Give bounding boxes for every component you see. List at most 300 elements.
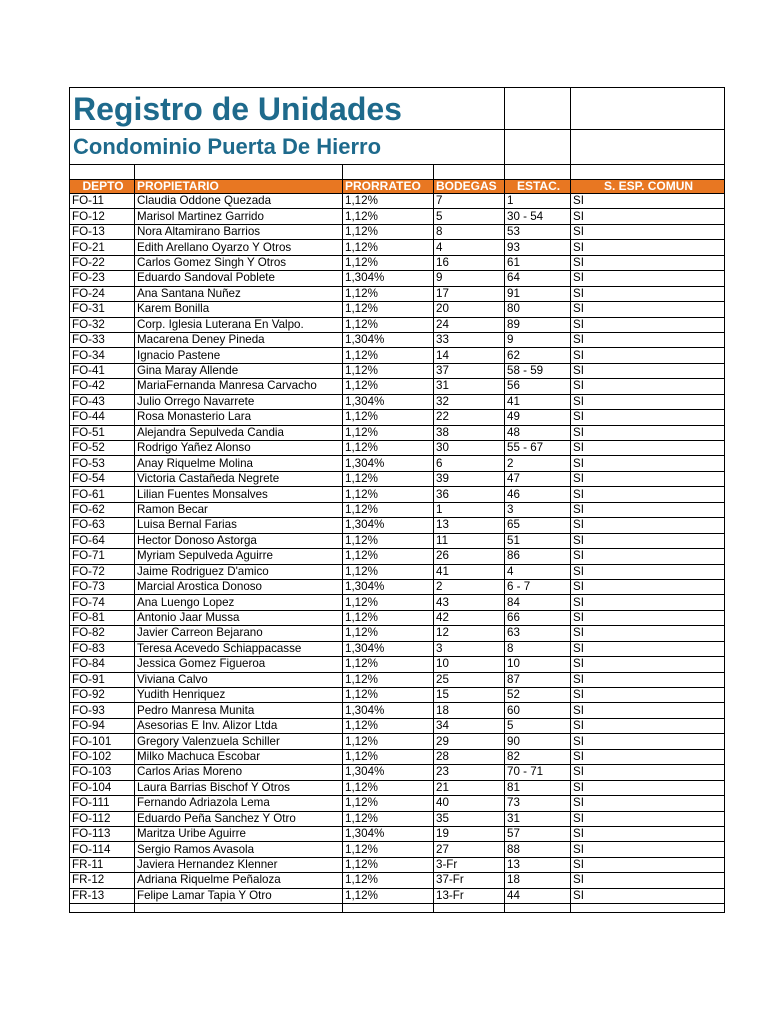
propietario-cell[interactable]: Nora Altamirano Barrios [135, 224, 343, 239]
s-esp-comun-cell[interactable]: SI [571, 441, 725, 456]
estac-cell[interactable]: 1 [505, 194, 571, 209]
estac-cell[interactable]: 6 - 7 [505, 579, 571, 594]
empty-cell[interactable] [70, 904, 135, 913]
s-esp-comun-cell[interactable]: SI [571, 641, 725, 656]
estac-cell[interactable]: 51 [505, 533, 571, 548]
propietario-cell[interactable]: Alejandra Sepulveda Candia [135, 425, 343, 440]
depto-cell[interactable]: FO-101 [70, 734, 135, 749]
depto-cell[interactable]: FO-114 [70, 842, 135, 857]
bodegas-cell[interactable]: 42 [434, 610, 505, 625]
empty-cell[interactable] [571, 165, 725, 180]
propietario-cell[interactable]: Viviana Calvo [135, 672, 343, 687]
prorrateo-cell[interactable]: 1,304% [343, 394, 434, 409]
prorrateo-cell[interactable]: 1,12% [343, 811, 434, 826]
propietario-cell[interactable]: Carlos Arias Moreno [135, 765, 343, 780]
prorrateo-cell[interactable]: 1,12% [343, 471, 434, 486]
propietario-cell[interactable]: Antonio Jaar Mussa [135, 610, 343, 625]
prorrateo-cell[interactable]: 1,12% [343, 533, 434, 548]
prorrateo-cell[interactable]: 1,12% [343, 780, 434, 795]
estac-cell[interactable]: 64 [505, 271, 571, 286]
s-esp-comun-cell[interactable]: SI [571, 749, 725, 764]
propietario-cell[interactable]: Teresa Acevedo Schiappacasse [135, 641, 343, 656]
depto-cell[interactable]: FO-82 [70, 626, 135, 641]
empty-cell[interactable] [571, 88, 725, 130]
depto-cell[interactable]: FO-51 [70, 425, 135, 440]
prorrateo-cell[interactable]: 1,12% [343, 317, 434, 332]
empty-cell[interactable] [505, 130, 571, 165]
bodegas-cell[interactable]: 19 [434, 826, 505, 841]
empty-cell[interactable] [505, 165, 571, 180]
estac-cell[interactable]: 89 [505, 317, 571, 332]
propietario-cell[interactable]: Javiera Hernandez Klenner [135, 857, 343, 872]
depto-cell[interactable]: FO-52 [70, 441, 135, 456]
bodegas-cell[interactable]: 15 [434, 688, 505, 703]
estac-cell[interactable]: 61 [505, 255, 571, 270]
propietario-cell[interactable]: Yudith Henriquez [135, 688, 343, 703]
depto-cell[interactable]: FO-94 [70, 718, 135, 733]
depto-cell[interactable]: FO-33 [70, 332, 135, 347]
s-esp-comun-cell[interactable]: SI [571, 240, 725, 255]
bodegas-cell[interactable]: 17 [434, 286, 505, 301]
depto-cell[interactable]: FO-23 [70, 271, 135, 286]
s-esp-comun-cell[interactable]: SI [571, 317, 725, 332]
estac-cell[interactable]: 3 [505, 502, 571, 517]
bodegas-cell[interactable]: 20 [434, 302, 505, 317]
s-esp-comun-cell[interactable]: SI [571, 626, 725, 641]
estac-cell[interactable]: 81 [505, 780, 571, 795]
prorrateo-cell[interactable]: 1,12% [343, 610, 434, 625]
propietario-cell[interactable]: Luisa Bernal Farias [135, 518, 343, 533]
header-propietario[interactable]: PROPIETARIO [135, 180, 343, 194]
s-esp-comun-cell[interactable]: SI [571, 332, 725, 347]
header-estac[interactable]: ESTAC. [505, 180, 571, 194]
prorrateo-cell[interactable]: 1,12% [343, 255, 434, 270]
header-s-esp-comun[interactable]: S. ESP. COMUN [571, 180, 725, 194]
s-esp-comun-cell[interactable]: SI [571, 672, 725, 687]
propietario-cell[interactable]: Macarena Deney Pineda [135, 332, 343, 347]
propietario-cell[interactable]: MariaFernanda Manresa Carvacho [135, 379, 343, 394]
estac-cell[interactable]: 86 [505, 549, 571, 564]
header-prorrateo[interactable]: PRORRATEO [343, 180, 434, 194]
s-esp-comun-cell[interactable]: SI [571, 194, 725, 209]
bodegas-cell[interactable]: 13 [434, 518, 505, 533]
s-esp-comun-cell[interactable]: SI [571, 425, 725, 440]
prorrateo-cell[interactable]: 1,12% [343, 564, 434, 579]
depto-cell[interactable]: FO-83 [70, 641, 135, 656]
depto-cell[interactable]: FO-41 [70, 363, 135, 378]
depto-cell[interactable]: FO-43 [70, 394, 135, 409]
propietario-cell[interactable]: Pedro Manresa Munita [135, 703, 343, 718]
bodegas-cell[interactable]: 8 [434, 224, 505, 239]
bodegas-cell[interactable]: 1 [434, 502, 505, 517]
bodegas-cell[interactable]: 23 [434, 765, 505, 780]
prorrateo-cell[interactable]: 1,12% [343, 549, 434, 564]
header-bodegas[interactable]: BODEGAS [434, 180, 505, 194]
bodegas-cell[interactable]: 41 [434, 564, 505, 579]
prorrateo-cell[interactable]: 1,304% [343, 641, 434, 656]
depto-cell[interactable]: FO-42 [70, 379, 135, 394]
bodegas-cell[interactable]: 3-Fr [434, 857, 505, 872]
s-esp-comun-cell[interactable]: SI [571, 394, 725, 409]
bodegas-cell[interactable]: 9 [434, 271, 505, 286]
s-esp-comun-cell[interactable]: SI [571, 286, 725, 301]
depto-cell[interactable]: FO-111 [70, 796, 135, 811]
propietario-cell[interactable]: Julio Orrego Navarrete [135, 394, 343, 409]
bodegas-cell[interactable]: 2 [434, 579, 505, 594]
bodegas-cell[interactable]: 39 [434, 471, 505, 486]
depto-cell[interactable]: FO-92 [70, 688, 135, 703]
prorrateo-cell[interactable]: 1,304% [343, 703, 434, 718]
prorrateo-cell[interactable]: 1,12% [343, 487, 434, 502]
estac-cell[interactable]: 87 [505, 672, 571, 687]
propietario-cell[interactable]: Maritza Uribe Aguirre [135, 826, 343, 841]
propietario-cell[interactable]: Hector Donoso Astorga [135, 533, 343, 548]
prorrateo-cell[interactable]: 1,12% [343, 209, 434, 224]
prorrateo-cell[interactable]: 1,12% [343, 857, 434, 872]
propietario-cell[interactable]: Ignacio Pastene [135, 348, 343, 363]
bodegas-cell[interactable]: 6 [434, 456, 505, 471]
estac-cell[interactable]: 4 [505, 564, 571, 579]
propietario-cell[interactable]: Eduardo Sandoval Poblete [135, 271, 343, 286]
bodegas-cell[interactable]: 34 [434, 718, 505, 733]
estac-cell[interactable]: 57 [505, 826, 571, 841]
bodegas-cell[interactable]: 29 [434, 734, 505, 749]
s-esp-comun-cell[interactable]: SI [571, 610, 725, 625]
depto-cell[interactable]: FO-61 [70, 487, 135, 502]
estac-cell[interactable]: 66 [505, 610, 571, 625]
s-esp-comun-cell[interactable]: SI [571, 718, 725, 733]
propietario-cell[interactable]: Anay Riquelme Molina [135, 456, 343, 471]
prorrateo-cell[interactable]: 1,12% [343, 194, 434, 209]
prorrateo-cell[interactable]: 1,12% [343, 718, 434, 733]
depto-cell[interactable]: FO-71 [70, 549, 135, 564]
s-esp-comun-cell[interactable]: SI [571, 456, 725, 471]
prorrateo-cell[interactable]: 1,12% [343, 240, 434, 255]
depto-cell[interactable]: FO-112 [70, 811, 135, 826]
propietario-cell[interactable]: Javier Carreon Bejarano [135, 626, 343, 641]
empty-cell[interactable] [135, 165, 343, 180]
prorrateo-cell[interactable]: 1,304% [343, 518, 434, 533]
prorrateo-cell[interactable]: 1,12% [343, 595, 434, 610]
empty-cell[interactable] [343, 904, 434, 913]
s-esp-comun-cell[interactable]: SI [571, 765, 725, 780]
bodegas-cell[interactable]: 31 [434, 379, 505, 394]
estac-cell[interactable]: 47 [505, 471, 571, 486]
bodegas-cell[interactable]: 24 [434, 317, 505, 332]
estac-cell[interactable]: 73 [505, 796, 571, 811]
propietario-cell[interactable]: Ramon Becar [135, 502, 343, 517]
estac-cell[interactable]: 63 [505, 626, 571, 641]
s-esp-comun-cell[interactable]: SI [571, 595, 725, 610]
estac-cell[interactable]: 30 - 54 [505, 209, 571, 224]
propietario-cell[interactable]: Rosa Monasterio Lara [135, 410, 343, 425]
propietario-cell[interactable]: Marisol Martinez Garrido [135, 209, 343, 224]
propietario-cell[interactable]: Milko Machuca Escobar [135, 749, 343, 764]
empty-cell[interactable] [343, 165, 434, 180]
prorrateo-cell[interactable]: 1,12% [343, 379, 434, 394]
depto-cell[interactable]: FO-34 [70, 348, 135, 363]
s-esp-comun-cell[interactable]: SI [571, 657, 725, 672]
bodegas-cell[interactable]: 25 [434, 672, 505, 687]
propietario-cell[interactable]: Eduardo Peña Sanchez Y Otro [135, 811, 343, 826]
s-esp-comun-cell[interactable]: SI [571, 410, 725, 425]
estac-cell[interactable]: 13 [505, 857, 571, 872]
empty-cell[interactable] [70, 165, 135, 180]
estac-cell[interactable]: 41 [505, 394, 571, 409]
s-esp-comun-cell[interactable]: SI [571, 857, 725, 872]
bodegas-cell[interactable]: 13-Fr [434, 888, 505, 903]
estac-cell[interactable]: 44 [505, 888, 571, 903]
estac-cell[interactable]: 31 [505, 811, 571, 826]
depto-cell[interactable]: FO-22 [70, 255, 135, 270]
s-esp-comun-cell[interactable]: SI [571, 271, 725, 286]
prorrateo-cell[interactable]: 1,304% [343, 826, 434, 841]
bodegas-cell[interactable]: 11 [434, 533, 505, 548]
depto-cell[interactable]: FO-53 [70, 456, 135, 471]
s-esp-comun-cell[interactable]: SI [571, 302, 725, 317]
depto-cell[interactable]: FO-113 [70, 826, 135, 841]
prorrateo-cell[interactable]: 1,12% [343, 734, 434, 749]
bodegas-cell[interactable]: 10 [434, 657, 505, 672]
depto-cell[interactable]: FO-74 [70, 595, 135, 610]
bodegas-cell[interactable]: 21 [434, 780, 505, 795]
prorrateo-cell[interactable]: 1,304% [343, 456, 434, 471]
bodegas-cell[interactable]: 36 [434, 487, 505, 502]
bodegas-cell[interactable]: 12 [434, 626, 505, 641]
s-esp-comun-cell[interactable]: SI [571, 579, 725, 594]
prorrateo-cell[interactable]: 1,12% [343, 410, 434, 425]
empty-cell[interactable] [505, 88, 571, 130]
estac-cell[interactable]: 80 [505, 302, 571, 317]
depto-cell[interactable]: FO-44 [70, 410, 135, 425]
empty-cell[interactable] [434, 165, 505, 180]
propietario-cell[interactable]: Rodrigo Yañez Alonso [135, 441, 343, 456]
empty-cell[interactable] [505, 904, 571, 913]
depto-cell[interactable]: FO-102 [70, 749, 135, 764]
bodegas-cell[interactable]: 7 [434, 194, 505, 209]
prorrateo-cell[interactable]: 1,12% [343, 842, 434, 857]
s-esp-comun-cell[interactable]: SI [571, 209, 725, 224]
estac-cell[interactable]: 65 [505, 518, 571, 533]
bodegas-cell[interactable]: 16 [434, 255, 505, 270]
bodegas-cell[interactable]: 4 [434, 240, 505, 255]
depto-cell[interactable]: FO-54 [70, 471, 135, 486]
depto-cell[interactable]: FO-12 [70, 209, 135, 224]
table-row [70, 888, 725, 903]
prorrateo-cell[interactable]: 1,12% [343, 363, 434, 378]
propietario-cell[interactable]: Felipe Lamar Tapia Y Otro [135, 888, 343, 903]
estac-cell[interactable]: 93 [505, 240, 571, 255]
estac-cell[interactable]: 60 [505, 703, 571, 718]
bodegas-cell[interactable]: 40 [434, 796, 505, 811]
estac-cell[interactable]: 18 [505, 873, 571, 888]
propietario-cell[interactable]: Lilian Fuentes Monsalves [135, 487, 343, 502]
prorrateo-cell[interactable]: 1,304% [343, 332, 434, 347]
bodegas-cell[interactable]: 28 [434, 749, 505, 764]
depto-cell[interactable]: FO-84 [70, 657, 135, 672]
estac-cell[interactable]: 8 [505, 641, 571, 656]
propietario-cell[interactable]: Carlos Gomez Singh Y Otros [135, 255, 343, 270]
propietario-cell[interactable]: Jaime Rodriguez D'amico [135, 564, 343, 579]
prorrateo-cell[interactable]: 1,12% [343, 873, 434, 888]
table-row [70, 749, 725, 764]
propietario-cell[interactable]: Sergio Ramos Avasola [135, 842, 343, 857]
depto-cell[interactable]: FO-81 [70, 610, 135, 625]
propietario-cell[interactable]: Gregory Valenzuela Schiller [135, 734, 343, 749]
depto-cell[interactable]: FO-21 [70, 240, 135, 255]
s-esp-comun-cell[interactable]: SI [571, 811, 725, 826]
estac-cell[interactable]: 53 [505, 224, 571, 239]
s-esp-comun-cell[interactable]: SI [571, 518, 725, 533]
prorrateo-cell[interactable]: 1,304% [343, 765, 434, 780]
estac-cell[interactable]: 2 [505, 456, 571, 471]
propietario-cell[interactable]: Asesorias E Inv. Alizor Ltda [135, 718, 343, 733]
estac-cell[interactable]: 48 [505, 425, 571, 440]
depto-cell[interactable]: FO-62 [70, 502, 135, 517]
prorrateo-cell[interactable]: 1,12% [343, 302, 434, 317]
empty-cell[interactable] [135, 904, 343, 913]
prorrateo-cell[interactable]: 1,304% [343, 271, 434, 286]
estac-cell[interactable]: 88 [505, 842, 571, 857]
estac-cell[interactable]: 58 - 59 [505, 363, 571, 378]
propietario-cell[interactable]: Adriana Riquelme Peñaloza [135, 873, 343, 888]
estac-cell[interactable]: 49 [505, 410, 571, 425]
propietario-cell[interactable]: Karem Bonilla [135, 302, 343, 317]
bodegas-cell[interactable]: 5 [434, 209, 505, 224]
depto-cell[interactable]: FO-72 [70, 564, 135, 579]
bodegas-cell[interactable]: 14 [434, 348, 505, 363]
prorrateo-cell[interactable]: 1,12% [343, 672, 434, 687]
s-esp-comun-cell[interactable]: SI [571, 842, 725, 857]
propietario-cell[interactable]: Gina Maray Allende [135, 363, 343, 378]
empty-cell[interactable] [571, 130, 725, 165]
bodegas-cell[interactable]: 18 [434, 703, 505, 718]
propietario-cell[interactable]: Myriam Sepulveda Aguirre [135, 549, 343, 564]
depto-cell[interactable]: FO-11 [70, 194, 135, 209]
depto-cell[interactable]: FR-11 [70, 857, 135, 872]
empty-cell[interactable] [434, 904, 505, 913]
depto-cell[interactable]: FO-31 [70, 302, 135, 317]
s-esp-comun-cell[interactable]: SI [571, 564, 725, 579]
prorrateo-cell[interactable]: 1,12% [343, 348, 434, 363]
prorrateo-cell[interactable]: 1,12% [343, 441, 434, 456]
estac-cell[interactable]: 70 - 71 [505, 765, 571, 780]
estac-cell[interactable]: 10 [505, 657, 571, 672]
s-esp-comun-cell[interactable]: SI [571, 826, 725, 841]
propietario-cell[interactable]: Edith Arellano Oyarzo Y Otros [135, 240, 343, 255]
bodegas-cell[interactable]: 3 [434, 641, 505, 656]
s-esp-comun-cell[interactable]: SI [571, 549, 725, 564]
bodegas-cell[interactable]: 43 [434, 595, 505, 610]
bodegas-cell[interactable]: 33 [434, 332, 505, 347]
propietario-cell[interactable]: Claudia Oddone Quezada [135, 194, 343, 209]
s-esp-comun-cell[interactable]: SI [571, 255, 725, 270]
estac-cell[interactable]: 5 [505, 718, 571, 733]
s-esp-comun-cell[interactable]: SI [571, 873, 725, 888]
s-esp-comun-cell[interactable]: SI [571, 796, 725, 811]
estac-cell[interactable]: 82 [505, 749, 571, 764]
prorrateo-cell[interactable]: 1,304% [343, 579, 434, 594]
prorrateo-cell[interactable]: 1,12% [343, 749, 434, 764]
bodegas-cell[interactable]: 37 [434, 363, 505, 378]
s-esp-comun-cell[interactable]: SI [571, 703, 725, 718]
s-esp-comun-cell[interactable]: SI [571, 734, 725, 749]
estac-cell[interactable]: 91 [505, 286, 571, 301]
prorrateo-cell[interactable]: 1,12% [343, 796, 434, 811]
prorrateo-cell[interactable]: 1,12% [343, 888, 434, 903]
bodegas-cell[interactable]: 35 [434, 811, 505, 826]
s-esp-comun-cell[interactable]: SI [571, 379, 725, 394]
estac-cell[interactable]: 62 [505, 348, 571, 363]
depto-cell[interactable]: FR-12 [70, 873, 135, 888]
propietario-cell[interactable]: Corp. Iglesia Luterana En Valpo. [135, 317, 343, 332]
prorrateo-cell[interactable]: 1,12% [343, 286, 434, 301]
depto-cell[interactable]: FO-103 [70, 765, 135, 780]
propietario-cell[interactable]: Marcial Arostica Donoso [135, 579, 343, 594]
bodegas-cell[interactable]: 38 [434, 425, 505, 440]
s-esp-comun-cell[interactable]: SI [571, 688, 725, 703]
prorrateo-cell[interactable]: 1,12% [343, 657, 434, 672]
estac-cell[interactable]: 56 [505, 379, 571, 394]
prorrateo-cell[interactable]: 1,12% [343, 502, 434, 517]
prorrateo-cell[interactable]: 1,12% [343, 224, 434, 239]
s-esp-comun-cell[interactable]: SI [571, 780, 725, 795]
prorrateo-cell[interactable]: 1,12% [343, 626, 434, 641]
depto-cell[interactable]: FR-13 [70, 888, 135, 903]
bodegas-cell[interactable]: 30 [434, 441, 505, 456]
prorrateo-cell[interactable]: 1,12% [343, 688, 434, 703]
prorrateo-cell[interactable]: 1,12% [343, 425, 434, 440]
bodegas-cell[interactable]: 27 [434, 842, 505, 857]
propietario-cell[interactable]: Laura Barrias Bischof Y Otros [135, 780, 343, 795]
s-esp-comun-cell[interactable]: SI [571, 533, 725, 548]
empty-cell[interactable] [571, 904, 725, 913]
estac-cell[interactable]: 9 [505, 332, 571, 347]
depto-cell[interactable]: FO-64 [70, 533, 135, 548]
bodegas-cell[interactable]: 32 [434, 394, 505, 409]
depto-cell[interactable]: FO-91 [70, 672, 135, 687]
s-esp-comun-cell[interactable]: SI [571, 502, 725, 517]
s-esp-comun-cell[interactable]: SI [571, 363, 725, 378]
propietario-cell[interactable]: Jessica Gomez Figueroa [135, 657, 343, 672]
s-esp-comun-cell[interactable]: SI [571, 224, 725, 239]
estac-cell[interactable]: 84 [505, 595, 571, 610]
depto-cell[interactable]: FO-104 [70, 780, 135, 795]
depto-cell[interactable]: FO-13 [70, 224, 135, 239]
bodegas-cell[interactable]: 22 [434, 410, 505, 425]
estac-cell[interactable]: 55 - 67 [505, 441, 571, 456]
depto-cell[interactable]: FO-93 [70, 703, 135, 718]
propietario-cell[interactable]: Ana Santana Nuñez [135, 286, 343, 301]
s-esp-comun-cell[interactable]: SI [571, 888, 725, 903]
header-depto[interactable]: DEPTO [70, 180, 135, 194]
estac-cell[interactable]: 52 [505, 688, 571, 703]
depto-cell[interactable]: FO-73 [70, 579, 135, 594]
bodegas-cell[interactable]: 37-Fr [434, 873, 505, 888]
depto-cell[interactable]: FO-63 [70, 518, 135, 533]
depto-cell[interactable]: FO-24 [70, 286, 135, 301]
depto-cell[interactable]: FO-32 [70, 317, 135, 332]
estac-cell[interactable]: 90 [505, 734, 571, 749]
s-esp-comun-cell[interactable]: SI [571, 348, 725, 363]
bodegas-cell[interactable]: 26 [434, 549, 505, 564]
s-esp-comun-cell[interactable]: SI [571, 487, 725, 502]
propietario-cell[interactable]: Fernando Adriazola Lema [135, 796, 343, 811]
propietario-cell[interactable]: Ana Luengo Lopez [135, 595, 343, 610]
estac-cell[interactable]: 46 [505, 487, 571, 502]
s-esp-comun-cell[interactable]: SI [571, 471, 725, 486]
propietario-cell[interactable]: Victoria Castañeda Negrete [135, 471, 343, 486]
